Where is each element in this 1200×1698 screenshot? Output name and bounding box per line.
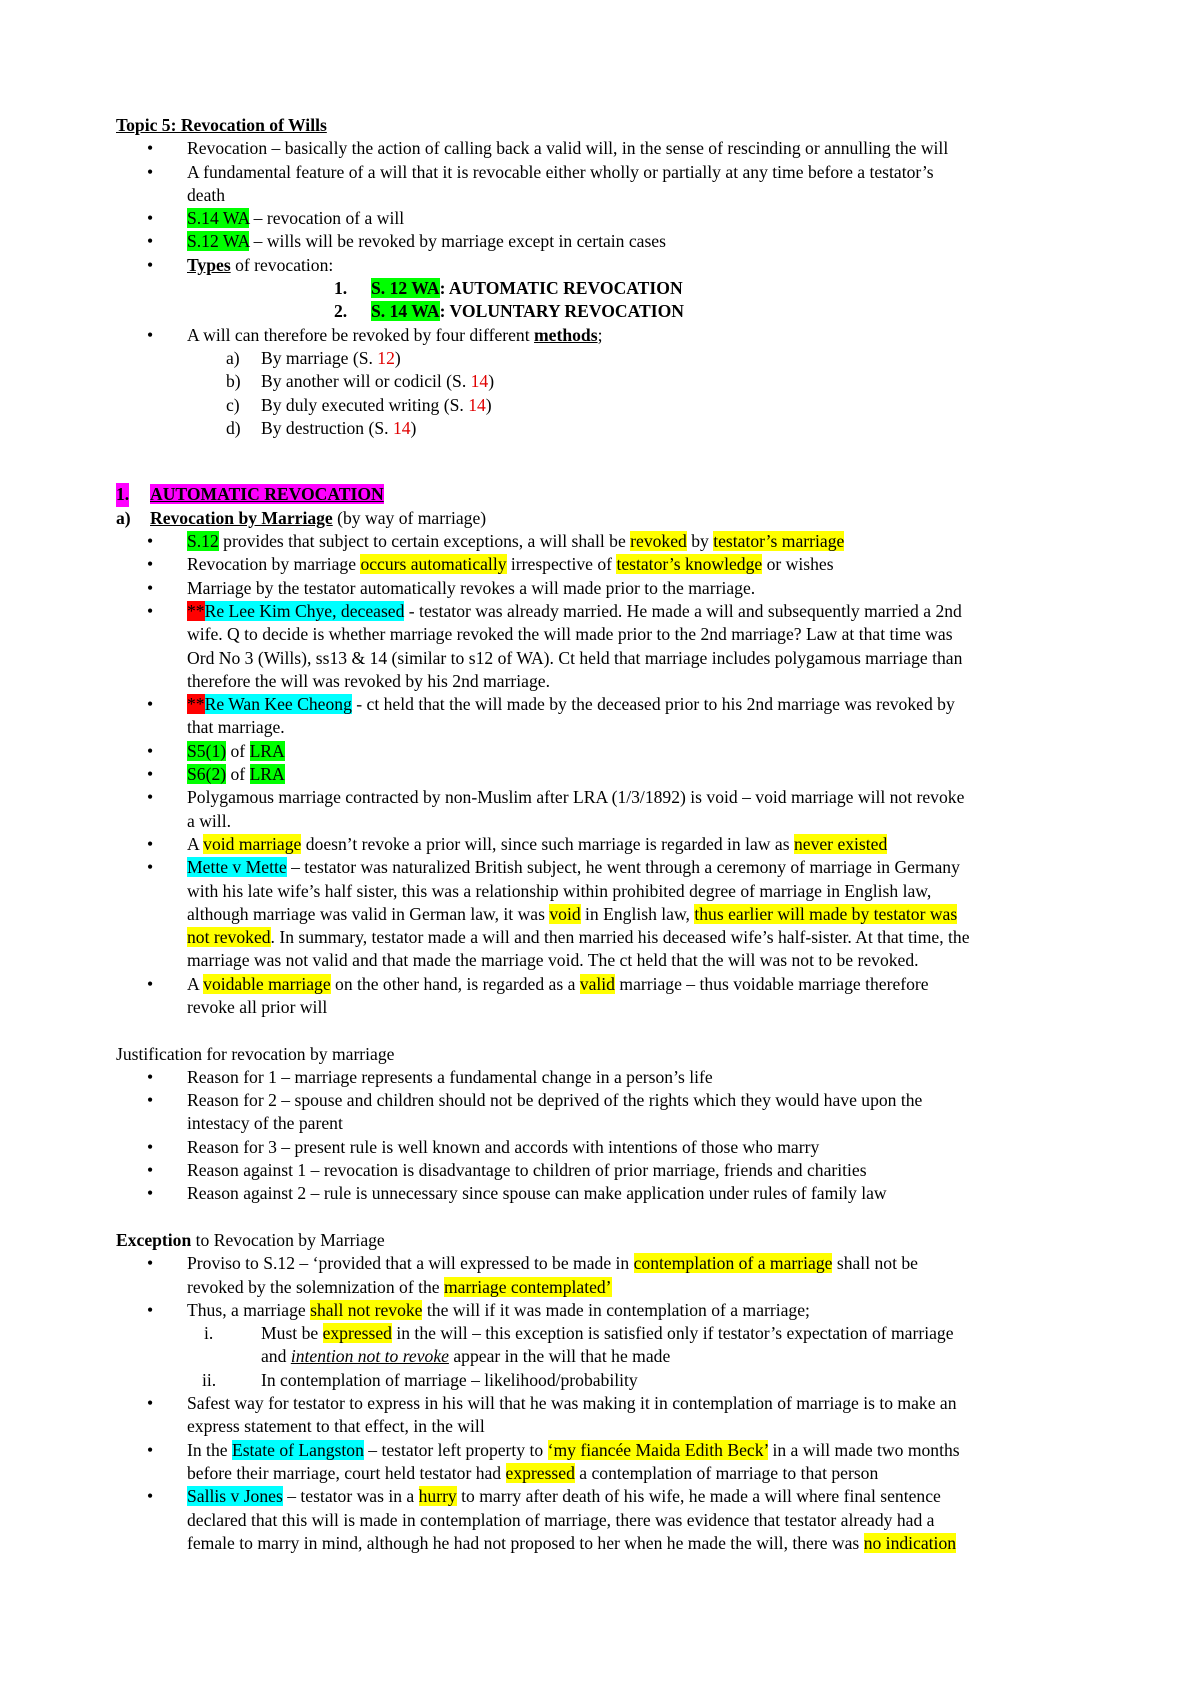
letter-marker: d) xyxy=(226,417,241,438)
method-item xyxy=(116,394,1106,417)
key-phrase-highlight: not revoked xyxy=(187,927,271,948)
bullet-text: A fundamental feature of a will that it is revocable either wholly or partially at any time before a testator’s xyxy=(187,161,934,182)
bullet-text: A will can therefore be revoked by four different xyxy=(187,324,535,345)
bullet-text: Ord No 3 (Wills), ss13 & 14 (similar to s12 of WA). Ct held that marriage includes polygamous marriage than xyxy=(187,647,963,668)
bullet-text: – testator was in a xyxy=(282,1486,419,1507)
bullet-text: provides that subject to certain exceptions, a will shall be xyxy=(218,531,631,552)
list-item xyxy=(116,740,1106,763)
list-item xyxy=(116,1485,1106,1508)
section-heading-text: AUTOMATIC REVOCATION xyxy=(150,484,384,505)
bullet-text: shall not be xyxy=(832,1253,918,1274)
bullet-icon: • xyxy=(147,740,154,761)
list-item xyxy=(116,254,1106,277)
bullet-icon: • xyxy=(147,1183,154,1204)
exception-heading xyxy=(116,1229,1106,1252)
key-phrase-highlight: hurry xyxy=(418,1486,457,1507)
statute-highlight: S5(1) xyxy=(187,740,227,761)
bullet-icon: • xyxy=(147,577,154,598)
statute-highlight: LRA xyxy=(249,764,285,785)
list-item xyxy=(116,1252,1106,1275)
method-text: By destruction (S. xyxy=(261,417,393,438)
list-item-continuation xyxy=(116,716,1106,739)
bullet-icon: • xyxy=(147,531,154,552)
heading-text: Justification for revocation by marriage xyxy=(116,1043,395,1064)
numbered-text: : VOLUNTARY REVOCATION xyxy=(439,301,684,322)
important-marker: ** xyxy=(187,600,205,621)
list-item-continuation xyxy=(116,184,1106,207)
numbered-text: : AUTOMATIC REVOCATION xyxy=(439,278,683,299)
section-heading xyxy=(116,483,1106,506)
key-phrase-highlight: occurs automatically xyxy=(360,554,507,575)
section-number-marker: 1. xyxy=(116,483,129,506)
bullet-text: to marry after death of his wife, he made a will where final sentence xyxy=(456,1486,941,1507)
key-phrase-highlight: revoked xyxy=(630,531,687,552)
key-phrase-highlight: shall not revoke xyxy=(310,1299,423,1320)
list-item xyxy=(116,786,1106,809)
list-item-continuation xyxy=(116,623,1106,646)
list-item xyxy=(116,856,1106,879)
method-text: By duly executed writing (S. xyxy=(261,394,469,415)
page-title xyxy=(116,114,1106,137)
spacer xyxy=(116,463,1106,483)
case-name-highlight: Re Lee Kim Chye, deceased xyxy=(204,600,405,621)
bullet-text: the will if it was made in contemplation of a marriage; xyxy=(422,1299,810,1320)
bullet-icon: • xyxy=(147,1136,154,1157)
bold-term: Exception xyxy=(116,1229,192,1250)
bullet-text: In the xyxy=(187,1439,232,1460)
numbered-item xyxy=(116,277,1106,300)
bullet-text: by xyxy=(686,531,714,552)
section-number: 14 xyxy=(392,417,411,438)
list-item xyxy=(116,1299,1106,1322)
bullet-text: A xyxy=(187,833,204,854)
number-marker: 2. xyxy=(334,301,348,322)
letter-marker: b) xyxy=(226,371,241,392)
roman-item xyxy=(116,1369,1106,1392)
statute-highlight: S6(2) xyxy=(187,764,227,785)
important-marker: ** xyxy=(187,694,205,715)
method-text: ) xyxy=(488,371,495,392)
list-item-continuation xyxy=(116,1276,1106,1299)
roman-item-continuation xyxy=(116,1345,1106,1368)
method-item xyxy=(116,347,1106,370)
roman-text: in the will – this exception is satisfied only if testator’s expectation of marriage xyxy=(391,1323,954,1344)
list-item xyxy=(116,324,1106,347)
letter-marker: a) xyxy=(116,507,131,528)
title-text: Topic 5: Revocation of Wills xyxy=(116,115,327,135)
bullet-text: a contemplation of marriage to that person xyxy=(574,1462,879,1483)
list-item xyxy=(116,530,1106,553)
list-item xyxy=(116,693,1106,716)
bullet-text: female to marry in mind, although he had not proposed to her when he made the will, there was xyxy=(187,1532,864,1553)
letter-marker: a) xyxy=(226,347,240,368)
bullet-text: on the other hand, is regarded as a xyxy=(330,973,580,994)
bullet-text: that marriage. xyxy=(187,717,285,738)
list-item-continuation xyxy=(116,1112,1106,1135)
method-text: By another will or codicil (S. xyxy=(261,371,471,392)
bullet-icon: • xyxy=(147,600,154,621)
bullet-text: although marriage was valid in German law, it was xyxy=(187,903,550,924)
list-item xyxy=(116,553,1106,576)
bullet-icon: • xyxy=(147,1253,154,1274)
list-item xyxy=(116,207,1106,230)
statute-highlight: S. 14 WA xyxy=(371,301,440,322)
bullet-text: doesn’t revoke a prior will, since such marriage is regarded in law as xyxy=(301,833,794,854)
emphasis-term: intention not to revoke xyxy=(290,1346,449,1367)
bullet-icon: • xyxy=(147,1090,154,1111)
list-item-continuation xyxy=(116,810,1106,833)
bullet-text: revoke all prior will xyxy=(187,996,328,1017)
list-item-continuation xyxy=(116,1415,1106,1438)
bullet-text: . In summary, testator made a will and then married his deceased wife’s half-sister. At that time, the xyxy=(270,927,970,948)
bullet-text: marriage – thus voidable marriage therefore xyxy=(614,973,929,994)
list-item-continuation xyxy=(116,903,1106,926)
bullet-text: Thus, a marriage xyxy=(187,1299,311,1320)
bullet-text: - ct held that the will made by the deceased prior to his 2nd marriage was revoked by xyxy=(351,694,955,715)
list-item xyxy=(116,973,1106,996)
list-item xyxy=(116,161,1106,184)
key-phrase-highlight: ‘my fiancée Maida Edith Beck’ xyxy=(547,1439,769,1460)
roman-text: Must be xyxy=(261,1323,323,1344)
key-phrase-highlight: void marriage xyxy=(203,833,302,854)
bullet-icon: • xyxy=(147,138,154,159)
spacer xyxy=(116,1019,1106,1042)
bullet-icon: • xyxy=(147,1066,154,1087)
roman-text: and xyxy=(261,1346,291,1367)
document-body xyxy=(116,114,1106,1555)
roman-marker: i. xyxy=(204,1323,214,1344)
key-phrase-highlight: no indication xyxy=(863,1532,957,1553)
list-item xyxy=(116,230,1106,253)
bullet-text: – wills will be revoked by marriage except in certain cases xyxy=(249,231,666,252)
bullet-icon: • xyxy=(147,1299,154,1320)
bullet-text: Polygamous marriage contracted by non-Muslim after LRA (1/3/1892) is void – void marriage will not revoke xyxy=(187,787,965,808)
bullet-icon: • xyxy=(147,764,154,785)
bullet-icon: • xyxy=(147,324,154,345)
statute-highlight: S. 12 WA xyxy=(371,278,440,299)
case-name-highlight: Re Wan Kee Cheong xyxy=(204,694,352,715)
roman-text: appear in the will that he made xyxy=(448,1346,671,1367)
bullet-text: irrespective of xyxy=(506,554,617,575)
bold-term: Types xyxy=(187,254,231,275)
bullet-text: with his late wife’s half sister, this was a relationship within prohibited degree of marriage in English law, xyxy=(187,880,932,901)
bullet-text: declared that this will is made in contemplation of marriage, there was evidence that testator already had a xyxy=(187,1509,935,1530)
bullet-icon: • xyxy=(147,1393,154,1414)
numbered-item xyxy=(116,300,1106,323)
bullet-text: ; xyxy=(597,324,603,345)
bullet-icon: • xyxy=(147,973,154,994)
number-marker: 1. xyxy=(334,278,348,299)
list-item-continuation xyxy=(116,1462,1106,1485)
bullet-text: of xyxy=(226,740,250,761)
section-number: 12 xyxy=(377,347,395,368)
bullet-text: – testator left property to xyxy=(363,1439,548,1460)
bullet-text: of revocation: xyxy=(230,254,334,275)
method-text: By marriage (S. xyxy=(261,347,378,368)
list-item xyxy=(116,1066,1106,1089)
bullet-text: death xyxy=(187,184,226,205)
list-item xyxy=(116,1182,1106,1205)
heading-text: to Revocation by Marriage xyxy=(191,1229,385,1250)
bullet-text: revoked by the solemnization of the xyxy=(187,1276,444,1297)
key-phrase-highlight: testator’s knowledge xyxy=(616,554,763,575)
bullet-text: marriage was not valid and that made the marriage void. The ct held that the will was not to be revoked. xyxy=(187,950,919,971)
bullet-text: Reason against 2 – rule is unnecessary since spouse can make application under rules of family law xyxy=(187,1183,887,1204)
subsection-title: Revocation by Marriage xyxy=(150,507,333,528)
subsection-heading xyxy=(116,507,1106,530)
roman-text: In contemplation of marriage – likelihood/probability xyxy=(261,1369,638,1390)
list-item-continuation xyxy=(116,880,1106,903)
bullet-text: Reason for 2 – spouse and children should not be deprived of the rights which they would have upon the xyxy=(187,1090,923,1111)
bullet-text: a will. xyxy=(187,810,231,831)
bullet-text: Reason for 3 – present rule is well known and accords with intentions of those who marry xyxy=(187,1136,820,1157)
statute-highlight: LRA xyxy=(249,740,285,761)
list-item xyxy=(116,763,1106,786)
bullet-text: - testator was already married. He made a will and subsequently married a 2nd xyxy=(404,600,962,621)
bullet-text: Revocation by marriage xyxy=(187,554,361,575)
roman-item xyxy=(116,1322,1106,1345)
key-phrase-highlight: testator’s marriage xyxy=(713,531,845,552)
bullet-text: of xyxy=(226,764,250,785)
bullet-icon: • xyxy=(147,1439,154,1460)
key-phrase-highlight: expressed xyxy=(505,1462,575,1483)
list-item xyxy=(116,833,1106,856)
list-item-continuation xyxy=(116,949,1106,972)
method-text: ) xyxy=(410,417,417,438)
bullet-icon: • xyxy=(147,231,154,252)
bullet-text: Proviso to S.12 – ‘provided that a will expressed to be made in xyxy=(187,1253,634,1274)
list-item-continuation xyxy=(116,670,1106,693)
bullet-text: express statement to that effect, in the will xyxy=(187,1416,485,1437)
key-phrase-highlight: thus earlier will made by testator was xyxy=(694,903,958,924)
method-text: ) xyxy=(394,347,401,368)
section-number: 14 xyxy=(468,394,486,415)
key-phrase-highlight: contemplation of a marriage xyxy=(633,1253,833,1274)
bullet-text: – revocation of a will xyxy=(249,208,405,229)
statute-highlight: S.12 xyxy=(187,531,219,552)
bullet-text: intestacy of the parent xyxy=(187,1113,343,1134)
key-phrase-highlight: expressed xyxy=(322,1323,392,1344)
letter-marker: c) xyxy=(226,394,240,415)
bullet-text: – testator was naturalized British subject, he went through a ceremony of marriage in Germany xyxy=(286,857,960,878)
bullet-text: Marriage by the testator automatically revokes a will made prior to the marriage. xyxy=(187,577,756,598)
bold-term: methods xyxy=(534,324,598,345)
list-item xyxy=(116,577,1106,600)
list-item xyxy=(116,1089,1106,1112)
list-item-continuation xyxy=(116,996,1106,1019)
method-item xyxy=(116,417,1106,440)
list-item xyxy=(116,1159,1106,1182)
bullet-text: in English law, xyxy=(580,903,695,924)
key-phrase-highlight: void xyxy=(549,903,581,924)
section-number: 14 xyxy=(470,371,489,392)
case-name-highlight: Estate of Langston xyxy=(231,1439,364,1460)
list-item-continuation xyxy=(116,647,1106,670)
list-item xyxy=(116,1392,1106,1415)
bullet-text: therefore the will was revoked by his 2nd marriage. xyxy=(187,670,550,691)
key-phrase-highlight: never existed xyxy=(793,833,888,854)
spacer xyxy=(116,440,1106,463)
bullet-icon: • xyxy=(147,208,154,229)
bullet-text: Reason against 1 – revocation is disadvantage to children of prior marriage, friends and charities xyxy=(187,1160,867,1181)
spacer xyxy=(116,1206,1106,1229)
bullet-icon: • xyxy=(147,1486,154,1507)
list-item-continuation xyxy=(116,1509,1106,1532)
bullet-text: Reason for 1 – marriage represents a fundamental change in a person’s life xyxy=(187,1066,713,1087)
statute-highlight: S.14 WA xyxy=(187,208,250,229)
list-item xyxy=(116,137,1106,160)
bullet-icon: • xyxy=(147,787,154,808)
bullet-icon: • xyxy=(147,694,154,715)
list-item xyxy=(116,1439,1106,1462)
bullet-icon: • xyxy=(147,857,154,878)
case-name-highlight: Sallis v Jones xyxy=(187,1486,283,1507)
method-text: ) xyxy=(485,394,492,415)
key-phrase-highlight: voidable marriage xyxy=(203,973,331,994)
bullet-text: before their marriage, court held testator had xyxy=(187,1462,506,1483)
bullet-text: Safest way for testator to express in his will that he was making it in contemplation of marriage is to make an xyxy=(187,1393,957,1414)
bullet-text: Revocation – basically the action of calling back a valid will, in the sense of rescinding or annulling the will xyxy=(187,138,949,159)
list-item xyxy=(116,1136,1106,1159)
bullet-icon: • xyxy=(147,833,154,854)
list-item xyxy=(116,600,1106,623)
bullet-icon: • xyxy=(147,1160,154,1181)
key-phrase-highlight: valid xyxy=(579,973,615,994)
bullet-icon: • xyxy=(147,161,154,182)
method-item xyxy=(116,370,1106,393)
statute-highlight: S.12 WA xyxy=(187,231,250,252)
bullet-icon: • xyxy=(147,554,154,575)
bullet-icon: • xyxy=(147,254,154,275)
bullet-text: A xyxy=(187,973,204,994)
bullet-text: or wishes xyxy=(762,554,834,575)
list-item-continuation xyxy=(116,926,1106,949)
case-name-highlight: Mette v Mette xyxy=(187,857,287,878)
justification-heading xyxy=(116,1043,1106,1066)
roman-marker: ii. xyxy=(202,1369,217,1390)
bullet-text: wife. Q to decide is whether marriage revoked the will made prior to the 2nd marriage? Law at that time was xyxy=(187,624,953,645)
bullet-text: in a will made two months xyxy=(768,1439,960,1460)
list-item-continuation xyxy=(116,1532,1106,1555)
subsection-note: (by way of marriage) xyxy=(332,507,487,528)
key-phrase-highlight: marriage contemplated’ xyxy=(444,1276,612,1297)
